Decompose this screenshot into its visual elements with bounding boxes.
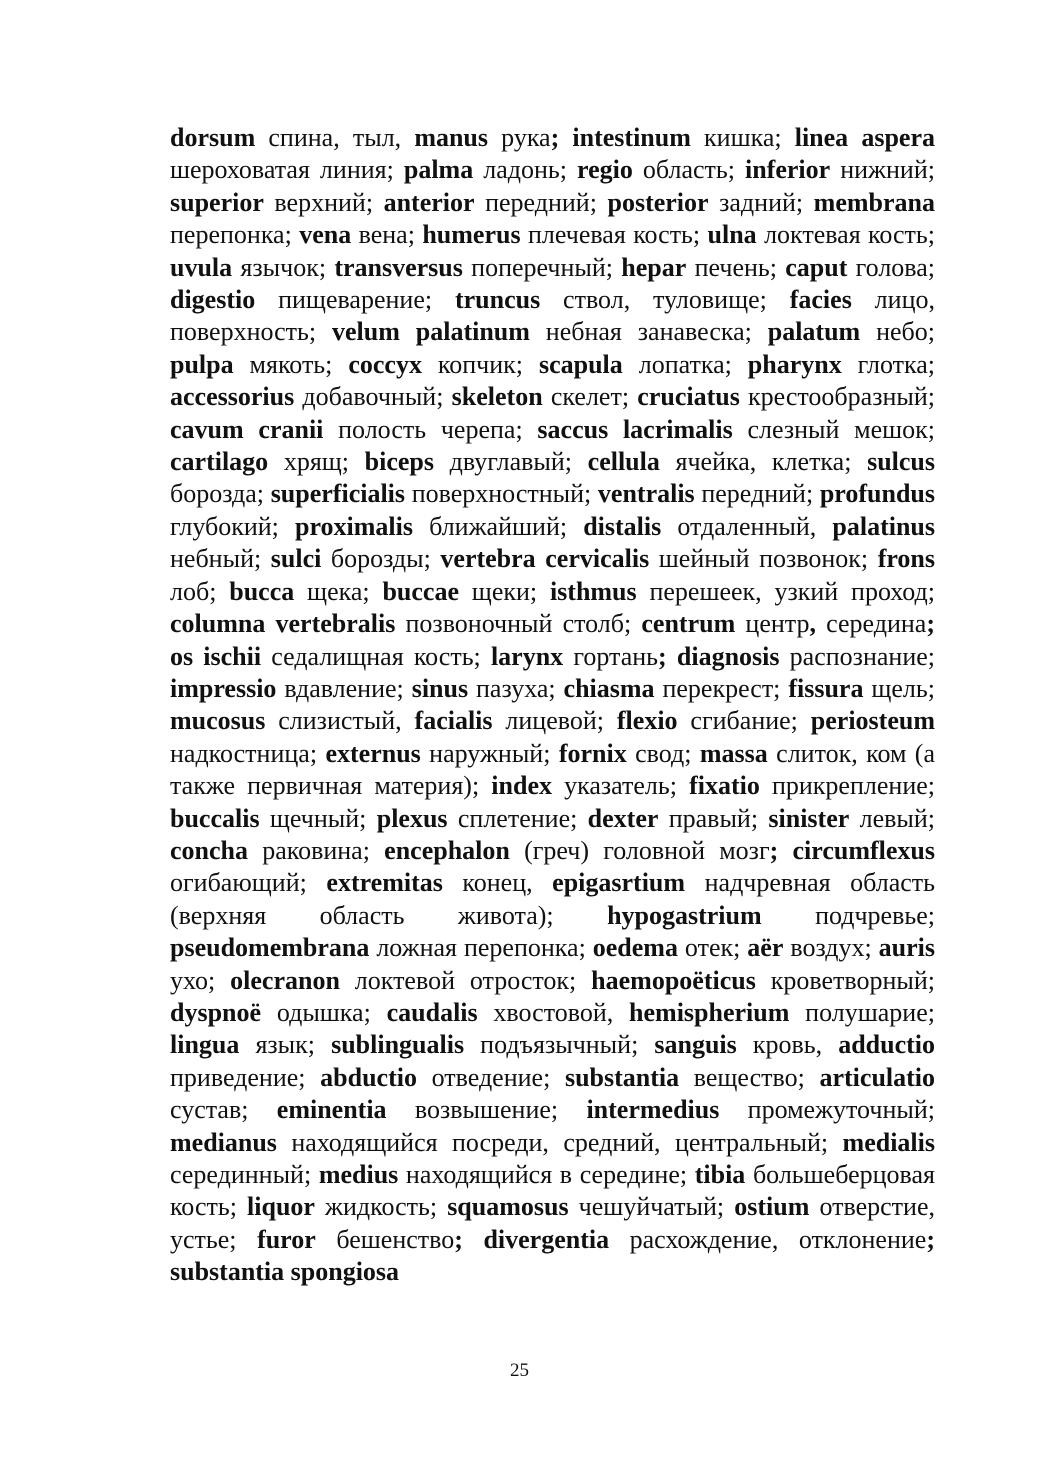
glossary-term: saccus lacrimalis	[537, 414, 733, 444]
glossary-definition: кроветворный;	[755, 965, 936, 995]
glossary-term: medius	[318, 1160, 399, 1189]
glossary-term: bucca	[229, 576, 295, 606]
glossary-term: dorsum	[170, 123, 256, 152]
glossary-term: cavum cranii	[170, 414, 324, 444]
glossary-definition: раковина;	[248, 835, 385, 865]
glossary-term: accessorius	[170, 382, 295, 412]
glossary-definition: верхний;	[263, 187, 384, 217]
glossary-term: chiasma	[563, 673, 655, 703]
glossary-term: transversus	[334, 252, 463, 282]
glossary-definition: полость черепа;	[323, 414, 538, 444]
glossary-definition: ствол, туловище;	[540, 285, 790, 315]
glossary-definition: возвышение;	[386, 1095, 587, 1125]
glossary-definition: распознание;	[779, 641, 935, 671]
glossary-term: larynx	[490, 641, 564, 671]
glossary-term: squamosus	[447, 1192, 569, 1222]
glossary-definition: вдавление;	[276, 673, 412, 703]
glossary-term: liquor	[247, 1192, 315, 1222]
glossary-term: ventralis	[597, 479, 695, 509]
glossary-term: palatum	[767, 317, 861, 347]
glossary-definition: лопатка;	[622, 349, 748, 379]
glossary-definition: небный;	[170, 544, 271, 574]
glossary-term: centrum	[641, 609, 736, 639]
glossary-definition: слезный мешок;	[732, 414, 935, 444]
glossary-term: dyspnoё	[170, 997, 262, 1027]
glossary-term: fixatio	[689, 771, 760, 801]
glossary-term: olecranon	[230, 965, 340, 995]
glossary-term: ; intestinum	[550, 123, 691, 152]
glossary-definition: перекрест;	[654, 673, 789, 703]
glossary-definition: отдаленный,	[661, 511, 833, 541]
glossary-term: adductio	[838, 1030, 935, 1060]
glossary-term: posterior	[607, 187, 709, 217]
glossary-definition: глотка;	[841, 349, 936, 379]
glossary-term: facialis	[414, 706, 493, 736]
glossary-term: anterior	[383, 187, 475, 217]
glossary-definition: лицевой;	[492, 706, 617, 736]
glossary-definition: рука	[488, 123, 551, 152]
glossary-term: manus	[414, 123, 489, 152]
page-number: 25	[510, 1360, 529, 1381]
glossary-term: scapula	[538, 349, 623, 379]
glossary-term: fissura	[788, 673, 864, 703]
glossary-definition: нижний;	[830, 155, 935, 185]
glossary-term: fornix	[558, 738, 627, 768]
glossary-definition: копчик;	[421, 349, 539, 379]
glossary-definition: добавочный;	[294, 382, 452, 412]
glossary-definition: (греч) головной мозг	[509, 835, 770, 865]
glossary-term: substantia	[564, 1062, 680, 1092]
glossary-definition: жидкость;	[314, 1192, 448, 1222]
glossary-definition: серединный;	[170, 1160, 319, 1189]
glossary-term: profundus	[819, 479, 935, 509]
glossary-term: palatinus	[832, 511, 936, 541]
glossary-term: caput	[785, 252, 848, 282]
glossary-definition: пазуха;	[468, 673, 564, 703]
glossary-definition: поверхностный;	[405, 479, 598, 509]
glossary-term: articulatio	[819, 1062, 936, 1092]
glossary-term: vertebra cervicalis	[440, 544, 650, 574]
glossary-definition: плечевая кость;	[520, 220, 708, 250]
glossary-term: periosteum	[810, 706, 935, 736]
glossary-term: ; diagnosis	[658, 641, 780, 671]
glossary-definition: седалищная кость;	[261, 641, 491, 671]
glossary-term: superior	[170, 187, 264, 217]
glossary-definition: область;	[632, 155, 745, 185]
glossary-definition: гортань	[563, 641, 659, 671]
glossary-term: pulpa	[170, 349, 234, 379]
glossary-term: intermedius	[586, 1095, 720, 1125]
glossary-term: massa	[699, 738, 768, 768]
glossary-term: eminentia	[276, 1095, 387, 1125]
glossary-definition: поперечный;	[462, 252, 622, 282]
glossary-term: flexio	[616, 706, 678, 736]
glossary-term: furor	[257, 1224, 316, 1254]
glossary-definition: ухо;	[170, 965, 231, 995]
glossary-definition: локтевая кость;	[756, 220, 936, 250]
glossary-definition: наружный;	[420, 738, 559, 768]
glossary-definition: приведение;	[170, 1062, 321, 1092]
glossary-definition: скелет;	[542, 382, 638, 412]
glossary-term: sanguis	[654, 1030, 737, 1060]
glossary-term: ostium	[734, 1192, 810, 1222]
glossary-term: uvula	[170, 252, 233, 282]
glossary-definition: позвоночный столб;	[395, 609, 642, 639]
glossary-definition: двуглавый;	[434, 447, 588, 477]
glossary-term: sinus	[411, 673, 469, 703]
glossary-term: lingua	[170, 1030, 240, 1060]
glossary-term: distalis	[583, 511, 662, 541]
glossary-definition: левый;	[849, 803, 935, 833]
glossary-definition: ложная перепонка;	[369, 933, 593, 963]
glossary-term: sulcus	[867, 447, 935, 477]
glossary-definition: язычок;	[232, 252, 335, 282]
glossary-term: ; divergentia	[454, 1224, 610, 1254]
glossary-term: pharynx	[747, 349, 842, 379]
glossary-definition: подчревье;	[761, 900, 935, 930]
glossary-definition: одышка;	[261, 997, 387, 1027]
glossary-definition: глубокий;	[170, 511, 296, 541]
glossary-term: abductio	[320, 1062, 417, 1092]
glossary-definition: кровь,	[736, 1030, 839, 1060]
glossary-term: inferior	[745, 155, 831, 185]
glossary-definition: перешеек, узкий проход;	[636, 576, 936, 606]
glossary-definition: находящийся посреди, средний, центральный;	[276, 1127, 843, 1157]
glossary-term: epigasrtium	[552, 868, 686, 898]
glossary-definition: крестообразный;	[739, 382, 935, 412]
dictionary-text-block	[170, 122, 935, 1289]
glossary-term: skeleton	[451, 382, 543, 412]
glossary-term: ; substantia spongiosa	[170, 1224, 935, 1287]
glossary-term: medialis	[842, 1127, 935, 1157]
glossary-definition: сплетение;	[447, 803, 588, 833]
glossary-definition: мякоть;	[233, 349, 349, 379]
glossary-term: sublingualis	[331, 1030, 465, 1060]
glossary-term: ; circumflexus	[769, 835, 935, 865]
glossary-term: isthmus	[549, 576, 637, 606]
glossary-definition: язык;	[239, 1030, 332, 1060]
glossary-term: ,	[809, 609, 816, 639]
glossary-term: dexter	[587, 803, 659, 833]
glossary-definition: ближайший;	[413, 511, 584, 541]
glossary-term: extremitas	[326, 868, 443, 898]
glossary-term: tibia	[694, 1160, 746, 1189]
glossary-term: facies	[789, 285, 852, 315]
glossary-definition: надкостница;	[170, 738, 326, 768]
glossary-term: sulci	[270, 544, 322, 574]
glossary-definition: воздух;	[783, 933, 879, 963]
glossary-definition: задний;	[708, 187, 814, 217]
glossary-term: concha	[170, 835, 248, 865]
glossary-definition: лоб;	[170, 576, 230, 606]
glossary-term: proximalis	[295, 511, 413, 541]
glossary-term: oedema	[592, 933, 678, 963]
glossary-definition: указатель;	[551, 771, 690, 801]
glossary-term: ulna	[707, 220, 757, 250]
glossary-term: plexus	[376, 803, 448, 833]
glossary-definition: небо;	[860, 317, 935, 347]
glossary-definition: отверстие, устье;	[170, 1192, 935, 1254]
glossary-definition: подъязычный;	[464, 1030, 655, 1060]
glossary-term: regio	[577, 155, 633, 185]
glossary-definition: хвостовой,	[477, 997, 630, 1027]
glossary-definition: вена;	[351, 220, 423, 250]
glossary-term: frons	[877, 544, 936, 574]
glossary-definition: передний;	[694, 479, 820, 509]
glossary-definition: кишка;	[690, 123, 795, 152]
glossary-term: biceps	[364, 447, 435, 477]
glossary-definition: слизистый,	[265, 706, 415, 736]
glossary-definition: полушарие;	[789, 997, 935, 1027]
glossary-definition: шероховатая линия;	[170, 155, 404, 185]
glossary-definition: прикрепление;	[759, 771, 935, 801]
glossary-term: ; os ischii	[170, 609, 935, 671]
glossary-definition: конец,	[442, 868, 553, 898]
glossary-term: coccyx	[348, 349, 422, 379]
glossary-definition: печень;	[686, 252, 786, 282]
glossary-definition: перепонка;	[170, 220, 300, 250]
glossary-term: buccae	[382, 576, 459, 606]
glossary-definition: локтевой отросток;	[339, 965, 592, 995]
glossary-term: cellula	[587, 447, 660, 477]
glossary-term: membrana	[813, 187, 935, 217]
glossary-definition: ладонь;	[473, 155, 578, 185]
glossary-term: encephalon	[384, 835, 510, 865]
glossary-definition: находящийся в середине;	[398, 1160, 695, 1189]
glossary-definition: центр	[735, 609, 810, 639]
glossary-term: linea aspera	[794, 123, 935, 152]
glossary-term: hypogastrium	[607, 900, 762, 930]
glossary-definition: отек;	[677, 933, 748, 963]
glossary-term: hemispherium	[629, 997, 790, 1027]
glossary-definition: отведение;	[416, 1062, 565, 1092]
glossary-definition: большеберцовая кость;	[170, 1160, 935, 1222]
glossary-definition: щека;	[294, 576, 383, 606]
glossary-definition: огибающий;	[170, 868, 327, 898]
glossary-term: impressio	[170, 673, 277, 703]
glossary-term: sinister	[768, 803, 850, 833]
glossary-term: buccalis	[170, 803, 260, 833]
glossary-definition: небная занавеска;	[529, 317, 768, 347]
glossary-term: palma	[403, 155, 474, 185]
glossary-definition: вещество;	[679, 1062, 820, 1092]
glossary-definition: передний;	[474, 187, 608, 217]
glossary-term: hepar	[621, 252, 687, 282]
glossary-term: index	[491, 771, 552, 801]
glossary-term: pseudomembrana	[170, 933, 370, 963]
glossary-term: auris	[878, 933, 935, 963]
glossary-definition: борозда;	[170, 479, 271, 509]
glossary-definition: бешенство	[315, 1224, 455, 1254]
glossary-definition: сгибание;	[677, 706, 811, 736]
glossary-term: columna vertebralis	[170, 609, 396, 639]
glossary-definition: ячейка, клетка;	[659, 447, 868, 477]
glossary-definition: правый;	[658, 803, 769, 833]
glossary-term: aёr	[747, 933, 784, 963]
glossary-definition: щеки;	[458, 576, 550, 606]
glossary-term: superficialis	[270, 479, 406, 509]
glossary-definition: свод;	[626, 738, 700, 768]
glossary-definition: голова;	[847, 252, 936, 282]
glossary-term: truncus	[454, 285, 541, 315]
glossary-definition: расхождение, отклонение	[609, 1224, 927, 1254]
glossary-definition: борозды;	[321, 544, 441, 574]
glossary-definition: надчревная область (верхняя область живота);	[170, 868, 936, 930]
glossary-definition: лицо, поверхность;	[170, 285, 935, 347]
glossary-term: externus	[325, 738, 421, 768]
glossary-term: cartilago	[170, 447, 269, 477]
glossary-term: vena	[299, 220, 352, 250]
glossary-term: mucosus	[170, 706, 266, 736]
glossary-term: digestio	[170, 285, 256, 315]
glossary-term: medianus	[170, 1127, 277, 1157]
glossary-definition: спина, тыл,	[255, 123, 415, 152]
glossary-term: cruciatus	[637, 382, 740, 412]
glossary-definition: щечный;	[259, 803, 377, 833]
glossary-definition: пищеварение;	[255, 285, 455, 315]
glossary-term: velum palatinum	[332, 317, 530, 347]
glossary-term: caudalis	[386, 997, 478, 1027]
glossary-definition: слиток, ком (а также первичная материя);	[170, 738, 935, 801]
glossary-definition: щель;	[863, 673, 935, 703]
glossary-definition: середина	[815, 609, 927, 639]
glossary-term: haemopoёticus	[591, 965, 756, 995]
glossary-definition: сустав;	[170, 1095, 277, 1125]
glossary-definition: чешуйчатый;	[568, 1192, 735, 1222]
glossary-definition: шейный позвонок;	[649, 544, 878, 574]
glossary-definition: промежуточный;	[719, 1095, 935, 1125]
glossary-term: humerus	[422, 220, 521, 250]
glossary-definition: хрящ;	[268, 447, 365, 477]
